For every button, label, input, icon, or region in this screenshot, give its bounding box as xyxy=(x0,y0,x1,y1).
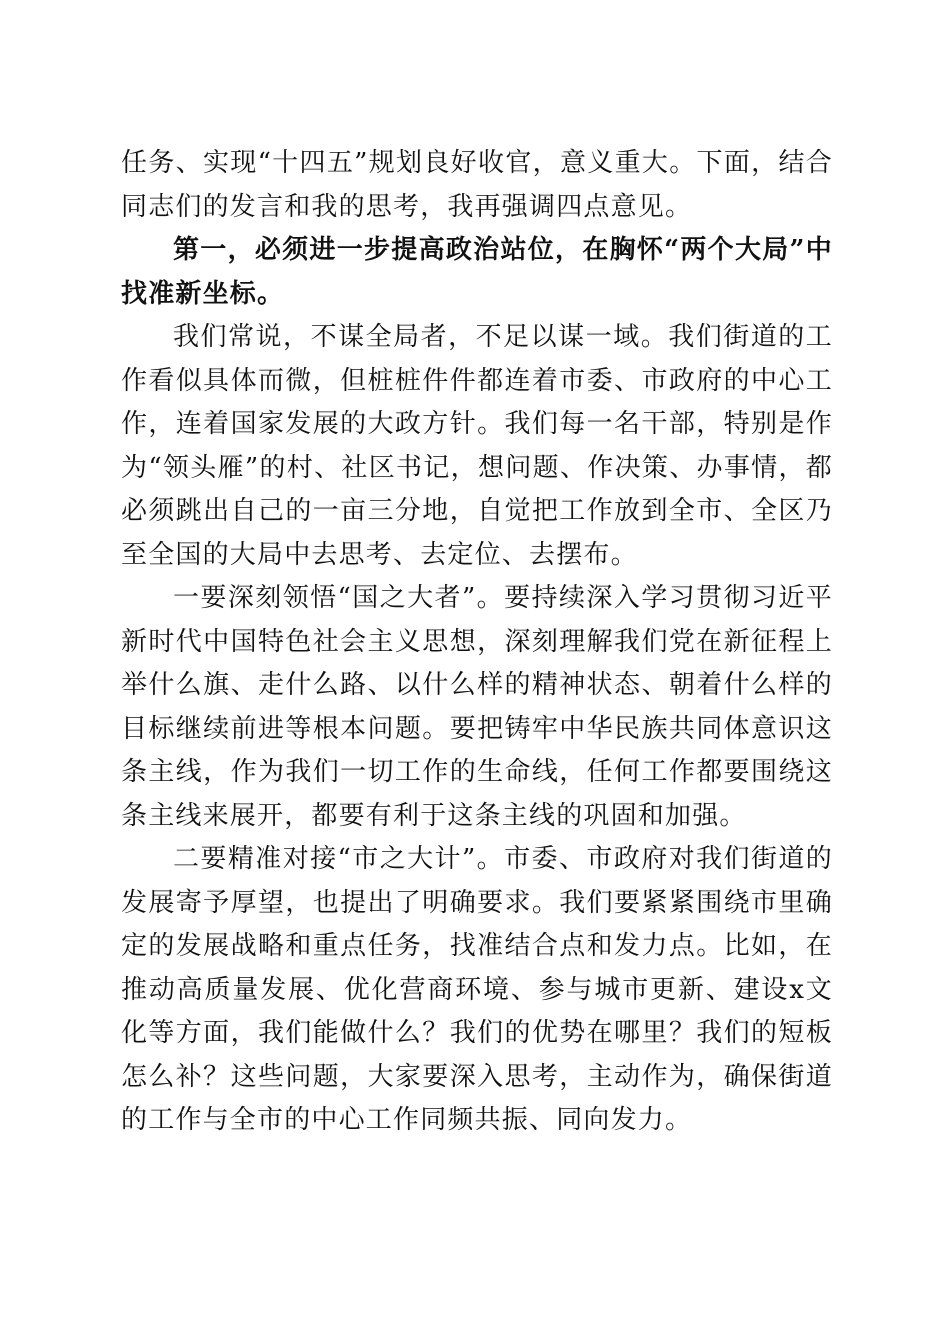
document-body xyxy=(121,142,833,1143)
paragraph-city-plans: 二要精准对接“市之大计”。市委、市政府对我们街道的发展寄予厚望，也提出了明确要求。我们要紧紧围绕市里确定的发展战略和重点任务，找准结合点和发力点。比如，在推动高质量发展、优化营商环境、参与城市更新、建设x文化等方面，我们能做什么？我们的优势在哪里？我们的短板怎么补？这些问题，大家要深入思考，主动作为，确保街道的工作与全市的中心工作同频共振、同向发力。 xyxy=(121,844,833,1135)
paragraph-national-priorities: 一要深刻领悟“国之大者”。要持续深入学习贯彻习近平新时代中国特色社会主义思想，深刻理解我们党在新征程上举什么旗、走什么路、以什么样的精神状态、朝着什么样的目标继续前进等根本问题。要把铸牢中华民族共同体意识这条主线，作为我们一切工作的生命线，任何工作都要围绕这条主线来展开，都要有利于这条主线的巩固和加强。 xyxy=(121,583,833,831)
paragraph-continuation: 任务、实现“十四五”规划良好收官，意义重大。下面，结合同志们的发言和我的思考，我再强调四点意见。 xyxy=(121,148,833,222)
paragraph-overall-situation: 我们常说，不谋全局者，不足以谋一域。我们街道的工作看似具体而微，但桩桩件件都连着市委、市政府的中心工作，连着国家发展的大政方针。我们每一名干部，特别是作为“领头雁”的村、社区书记，想问题、作决策、办事情，都必须跳出自己的一亩三分地，自觉把工作放到全市、全区乃至全国的大局中去思考、去定位、去摆布。 xyxy=(121,322,833,570)
section-heading-first: 第一，必须进一步提高政治站位，在胸怀“两个大局”中找准新坐标。 xyxy=(121,235,833,309)
